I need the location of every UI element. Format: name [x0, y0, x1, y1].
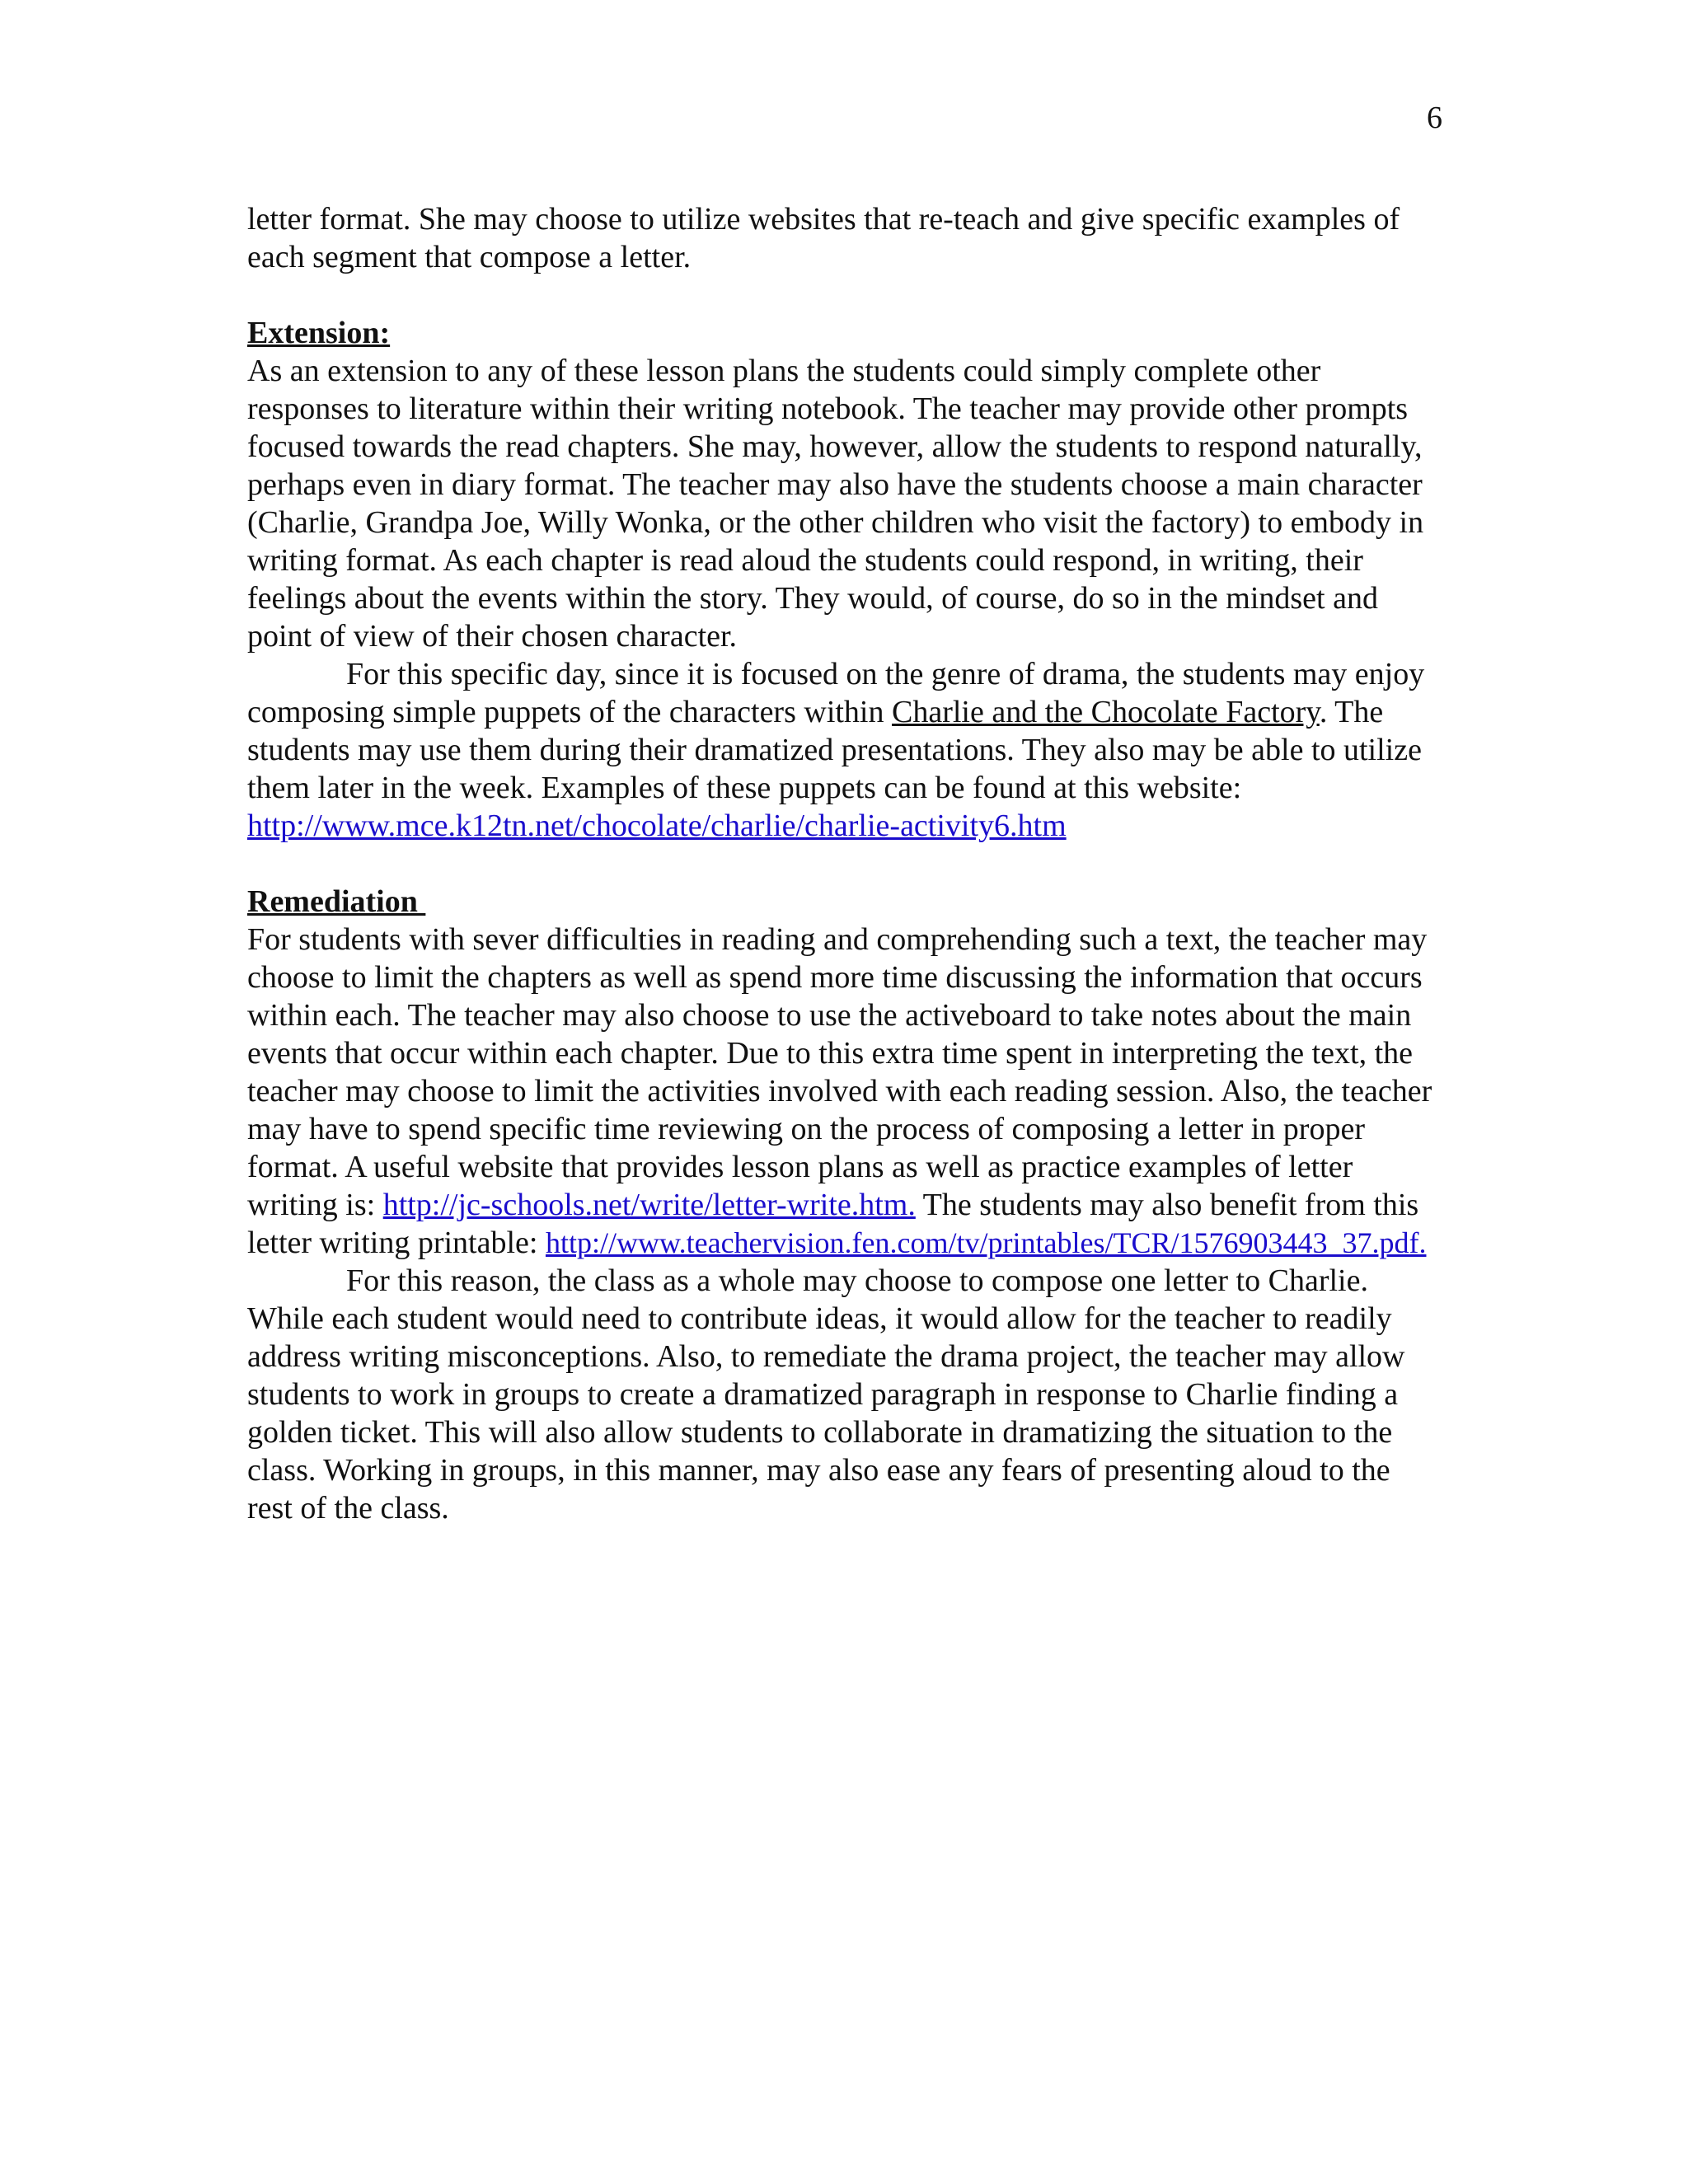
intro-paragraph: letter format. She may choose to utilize websites that re-teach and give specific examples of each segment that compose a letter.: [247, 202, 1400, 274]
letter-printable-link[interactable]: http://www.teachervision.fen.com/tv/printables/TCR/1576903443_37.pdf.: [545, 1226, 1427, 1259]
spacer: [247, 845, 1442, 883]
remediation-paragraph-2: For this reason, the class as a whole may choose to compose one letter to Charlie. While each student would need to contribute ideas, it would allow for the teacher to readily address writing misconceptions. Also, to remediate the drama project, the teacher may allow students to work in groups to create a dramatized paragraph in response to Charlie finding a golden ticket. This will also allow students to collaborate in dramatizing the situation to the class. Working in groups, in this manner, may also ease any fears of presenting aloud to the rest of the class.: [247, 1263, 1405, 1526]
remediation-paragraph-1-text: For students with sever difficulties in reading and comprehending such a text, the teacher may choose to limit the chapters as well as spend more time discussing the information that occurs within each. The teacher may also choose to use the activeboard to take notes about the main events that occur within each chapter. Due to this extra time spent in interpreting the text, the teacher may choose to limit the activities involved with each reading session. Also, the teacher may have to spend specific time reviewing on the process of composing a letter in proper format. A useful website that provides lesson plans as well as practice examples of letter writing is:: [247, 922, 1432, 1222]
spacer: [247, 276, 1442, 314]
page-number: 6: [1427, 101, 1442, 135]
extension-paragraph-1: As an extension to any of these lesson plans the students could simply complete other responses to literature within their writing notebook. The teacher may provide other prompts focused towards the read chapters. She may, however, allow the students to respond naturally, perhaps even in diary format. The teacher may also have the students choose a main character (Charlie, Grandpa Joe, Willy Wonka, or the other children who visit the factory) to embody in writing format. As each chapter is read aloud the students could respond, in writing, their feelings about the events within the story. They would, of course, do so in the mindset and point of view of their chosen character.: [247, 354, 1424, 654]
remediation-paragraph-1-continued: The students may also benefit from this letter writing printable:: [247, 1188, 1419, 1260]
extension-paragraph-2: [247, 655, 1442, 845]
remediation-heading: Remediation: [247, 884, 426, 919]
document-body: [247, 200, 1442, 1527]
extension-paragraph-2-text: For this specific day, since it is focused on the genre of drama, the students may enjoy composing simple puppets of the characters within: [247, 657, 1425, 729]
letter-writing-website-link[interactable]: http://jc-schools.net/write/letter-write.htm.: [382, 1188, 916, 1222]
extension-heading: Extension:: [247, 316, 391, 350]
extension-paragraph-2-continued: . The students may use them during their dramatized presentations. They also may be able to utilize them later in the week. Examples of these puppets can be found at this website:: [247, 695, 1422, 805]
remediation-paragraph-1: [247, 921, 1442, 1262]
puppets-website-link[interactable]: http://www.mce.k12tn.net/chocolate/charlie/charlie-activity6.htm: [247, 808, 1067, 843]
book-title: Charlie and the Chocolate Factory: [892, 695, 1320, 729]
